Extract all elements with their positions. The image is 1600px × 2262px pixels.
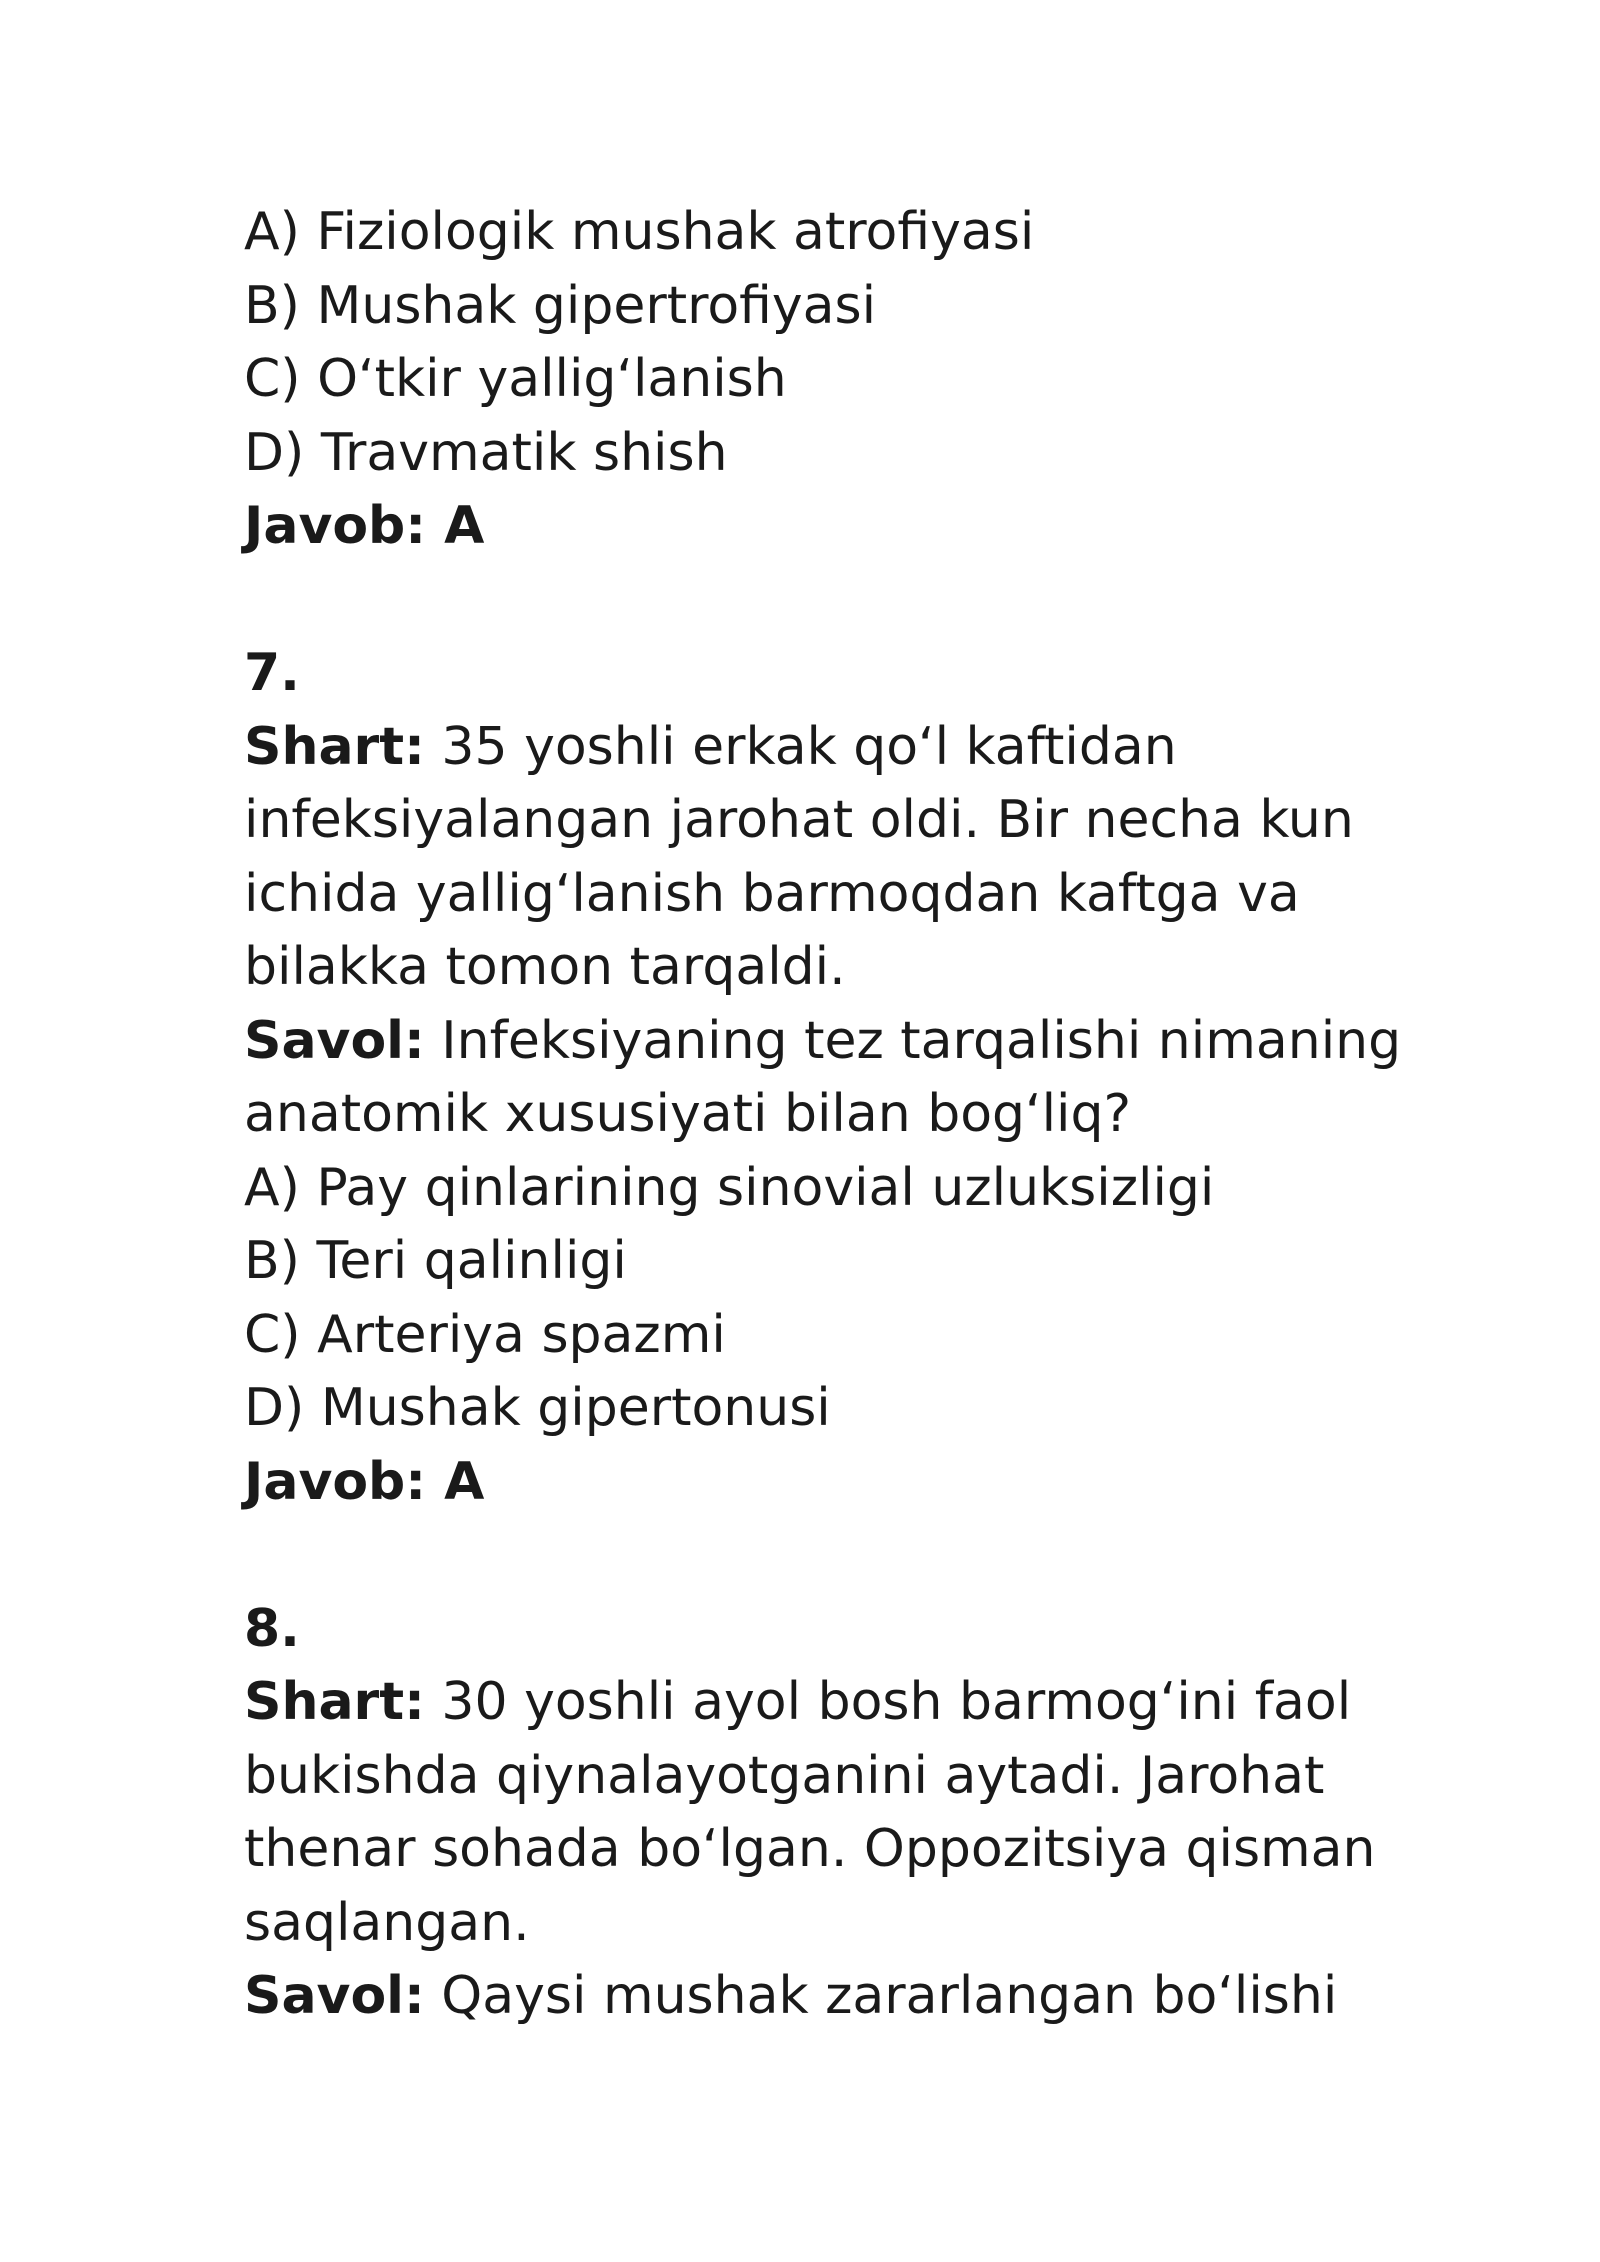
q7-answer: Javob: A [244, 1451, 485, 1512]
q7-condition-line-1 [244, 711, 1424, 785]
q8-question-line-1 [244, 1960, 1424, 2034]
q6-option-c: C) O‘tkir yallig‘lanish [244, 349, 787, 409]
q8-condition-line-4: saqlangan. [244, 1892, 530, 1953]
q8-condition-line-1 [244, 1666, 1424, 1740]
q8-condition-line-3: thenar sohada bo‘lgan. Oppozitsiya qisman [244, 1819, 1376, 1879]
q7-question-label: Savol: [244, 1010, 425, 1071]
q7-option-a: A) Pay qinlarining sinovial uzluksizligi [244, 1157, 1215, 1218]
question-8-block [244, 1593, 1424, 2034]
q7-condition-label: Shart: [244, 716, 425, 777]
q7-option-d: D) Mushak gipertonusi [244, 1378, 831, 1438]
q6-answer: Javob: A [244, 496, 485, 556]
q7-option-c: C) Arteriya spazmi [244, 1304, 726, 1365]
q7-condition-line-4: bilakka tomon tarqaldi. [244, 937, 846, 997]
q7-number: 7. [244, 643, 300, 703]
q6-option-b: B) Mushak gipertrofiyasi [244, 275, 877, 336]
q8-condition-label: Shart: [244, 1672, 425, 1732]
spacer [244, 1519, 1424, 1593]
q8-condition-line-2: bukishda qiynalayotganini aytadi. Jarohat [244, 1745, 1325, 1806]
q8-number: 8. [244, 1598, 300, 1659]
question-6-block [244, 196, 1424, 564]
q7-condition-line-2: infeksiyalangan jarohat oldi. Bir necha kun [244, 790, 1354, 850]
q6-option-d: D) Travmatik shish [244, 422, 728, 483]
question-7-block [244, 637, 1424, 1519]
q8-question-text-1: Qaysi mushak zararlangan bo‘lishi [424, 1966, 1338, 2026]
q7-question-line-2: anatomik xususiyati bilan bog‘liq? [244, 1084, 1132, 1144]
spacer [244, 564, 1424, 638]
q8-condition-text-1: 30 yoshli ayol bosh barmog‘ini faol [424, 1672, 1352, 1732]
q7-question-text-1: Infeksiyaning tez tarqalishi nimaning [424, 1010, 1402, 1071]
q7-condition-text-1: 35 yoshli erkak qo‘l kaftidan [424, 716, 1177, 777]
q7-question-line-1 [244, 1005, 1424, 1079]
q8-question-label: Savol: [244, 1966, 425, 2026]
q6-option-a: A) Fiziologik mushak atrofiyasi [244, 202, 1035, 262]
q7-option-b: B) Teri qalinligi [244, 1231, 627, 1291]
document-page [244, 196, 1424, 2034]
q7-condition-line-3: ichida yallig‘lanish barmoqdan kaftga va [244, 863, 1300, 924]
